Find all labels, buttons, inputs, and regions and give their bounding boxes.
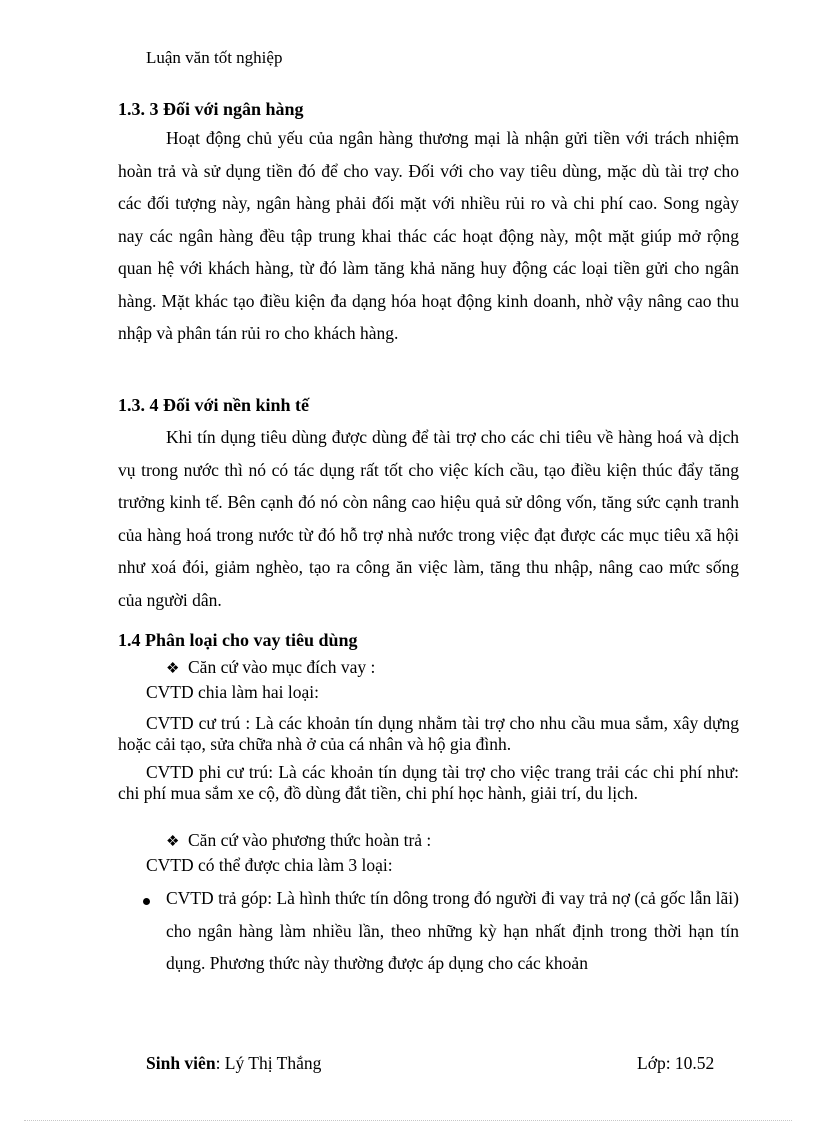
section-heading-1-4: 1.4 Phân loại cho vay tiêu dùng xyxy=(118,630,358,650)
section-heading-1-3-3: 1.3. 3 Đối với ngân hàng xyxy=(118,99,304,119)
intro-three-types: CVTD có thể được chia làm 3 loại: xyxy=(146,855,393,875)
type-non-residential: CVTD phi cư trú: Là các khoản tín dụng tài trợ cho việc trang trải các chi phí như: chi phí mua sắm xe cộ, đồ dùng đắt tiền, chi phí học hành, giải trí, du lịch. xyxy=(118,762,739,803)
running-header: Luận văn tốt nghiệp xyxy=(146,48,283,67)
paragraph-bank: Hoạt động chủ yếu của ngân hàng thương mại là nhận gửi tiền với trách nhiệm hoàn trả và sử dụng tiền đó để cho vay. Đối với cho vay tiêu dùng, mặc dù tài trợ cho các đối tượng này, ngân hàng phải đối mặt với nhiều rủi ro và chi phí cao. Song ngày nay các ngân hàng đều tập trung khai thác các hoạt động này, một mặt giúp mở rộng quan hệ với khách hàng, từ đó làm tăng khả năng huy động các loại tiền gửi cho ngân hàng. Mặt khác tạo điều kiện đa dạng hóa hoạt động kinh doanh, nhờ vậy nâng cao thu nhập và phân tán rủi ro cho khách hàng. xyxy=(118,128,739,343)
bullet-dot-icon xyxy=(143,898,150,905)
footer-student xyxy=(146,1053,321,1074)
diamond-bullet-icon: ❖ xyxy=(166,661,180,677)
bullet-installment: CVTD trả góp: Là hình thức tín dông trong đó người đi vay trả nợ (cả gốc lẫn lãi) cho ngân hàng làm nhiều lần, theo những kỳ hạn nhất định trong thời hạn tín dụng. Phương thức này thường được áp dụng cho các khoản xyxy=(166,888,739,973)
criterion-repayment xyxy=(166,830,431,851)
footer-student-label: Sinh viên xyxy=(146,1053,216,1073)
type-residential: CVTD cư trú : Là các khoản tín dụng nhằm tài trợ cho nhu cầu mua sắm, xây dựng hoặc cải tạo, sửa chữa nhà ở của cá nhân và hộ gia đình. xyxy=(118,713,739,754)
page-bottom-border xyxy=(24,1120,792,1121)
paragraph-economy: Khi tín dụng tiêu dùng được dùng để tài trợ cho các chi tiêu về hàng hoá và dịch vụ trong nước thì nó có tác dụng rất tốt cho việc kích cầu, tạo điều kiện thúc đẩy tăng trưởng kinh tế. Bên cạnh đó nó còn nâng cao hiệu quả sử dông vốn, tăng sức cạnh tranh của hàng hoá trong nước từ đó hỗ trợ nhà nước trong việc đạt được các mục tiêu xã hội như xoá đói, giảm nghèo, tạo ra công ăn việc làm, tăng thu nhập, nâng cao mức sống của người dân. xyxy=(118,427,739,610)
criterion-repayment-text: Căn cứ vào phương thức hoàn trả : xyxy=(188,830,432,850)
footer-student-name: : Lý Thị Thắng xyxy=(215,1053,322,1073)
intro-two-types: CVTD chia làm hai loại: xyxy=(146,682,320,702)
criterion-purpose xyxy=(166,657,375,678)
criterion-purpose-text: Căn cứ vào mục đích vay : xyxy=(188,657,376,677)
section-heading-1-3-4: 1.3. 4 Đối với nền kinh tế xyxy=(118,395,309,415)
diamond-bullet-icon: ❖ xyxy=(166,834,180,850)
footer-class: Lớp: 10.52 xyxy=(637,1053,715,1073)
